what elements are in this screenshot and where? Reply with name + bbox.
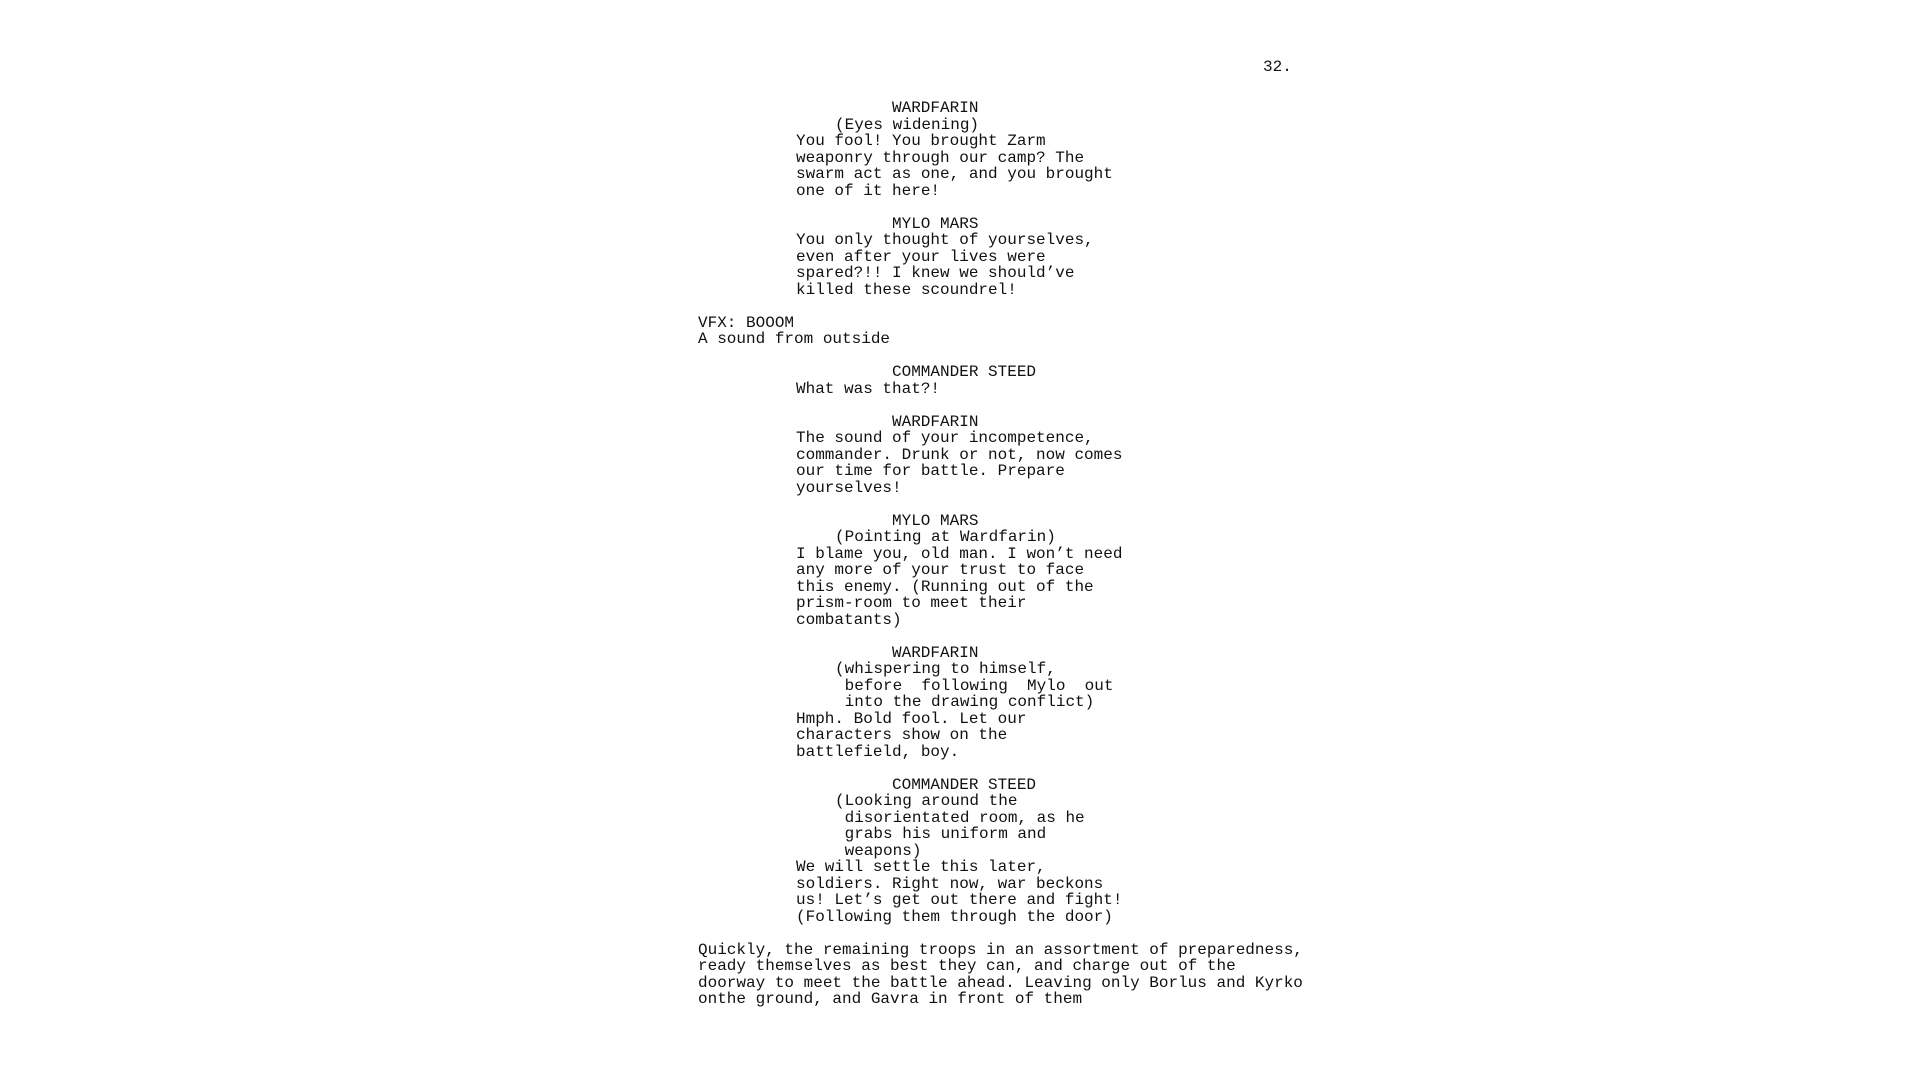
dialogue-line: We will settle this later, (796, 858, 1046, 876)
dialogue-line: one of it here! (796, 181, 941, 200)
character-name: WARDFARIN (892, 412, 979, 431)
character-name: COMMANDER STEED (892, 775, 1037, 794)
parenthetical-line: before following Mylo out (835, 676, 1114, 695)
parenthetical-line: disorientated room, as he (835, 808, 1085, 827)
action-line: ready themselves as best they can, and charge out of the (698, 957, 1236, 975)
action-line: Quickly, the remaining troops in an assortment of preparedness, (698, 940, 1303, 959)
dialogue-line: What was that?! (796, 379, 941, 398)
character-name: MYLO MARS (892, 511, 979, 530)
character-name: WARDFARIN (892, 99, 979, 117)
parenthetical-line: (Eyes widening) (835, 115, 980, 134)
parenthetical-line: (whispering to himself, (835, 660, 1056, 678)
dialogue-line: our time for battle. Prepare (796, 462, 1065, 480)
dialogue-line: any more of your trust to face (796, 561, 1085, 579)
parenthetical-line: (Pointing at Wardfarin) (835, 528, 1056, 546)
dialogue-line: yourselves! (796, 478, 902, 497)
dialogue-line: commander. Drunk or not, now comes (796, 445, 1123, 464)
dialogue-line: Hmph. Bold fool. Let our (796, 709, 1027, 728)
dialogue-line: characters show on the (796, 726, 1008, 744)
dialogue-line: (Following them through the door) (796, 907, 1113, 926)
dialogue-line: even after your lives were (796, 247, 1046, 266)
dialogue-line: combatants) (796, 610, 902, 629)
dialogue-line: weaponry through our camp? The (796, 148, 1085, 167)
dialogue-line: swarm act as one, and you brought (796, 165, 1113, 183)
dialogue-line: prism-room to meet their (796, 594, 1027, 612)
dialogue-line: killed these scoundrel! (796, 280, 1017, 299)
dialogue-line: I blame you, old man. I won’t need (796, 544, 1123, 563)
parenthetical-line: (Looking around the (835, 792, 1018, 810)
parenthetical-line: into the drawing conflict) (835, 693, 1095, 711)
action-line: onthe ground, and Gavra in front of them (698, 990, 1083, 1008)
dialogue-line: You only thought of yourselves, (796, 231, 1094, 249)
page-number: 32. (1263, 58, 1292, 76)
dialogue-line: us! Let’s get out there and fight! (796, 891, 1123, 909)
action-line: doorway to meet the battle ahead. Leaving only Borlus and Kyrko (698, 973, 1303, 992)
parenthetical-line: grabs his uniform and (835, 825, 1047, 843)
action-line: A sound from outside (698, 330, 891, 348)
dialogue-line: You fool! You brought Zarm (796, 132, 1046, 150)
parenthetical-line: weapons) (835, 841, 922, 860)
action-line: VFX: BOOOM (698, 313, 795, 332)
character-name: WARDFARIN (892, 643, 979, 662)
dialogue-line: this enemy. (Running out of the (796, 577, 1094, 596)
dialogue-line: battlefield, boy. (796, 742, 960, 761)
character-name: COMMANDER STEED (892, 363, 1037, 381)
dialogue-line: spared?!! I knew we should’ve (796, 264, 1075, 282)
dialogue-line: The sound of your incompetence, (796, 429, 1094, 447)
character-name: MYLO MARS (892, 214, 979, 233)
dialogue-line: soldiers. Right now, war beckons (796, 874, 1104, 893)
